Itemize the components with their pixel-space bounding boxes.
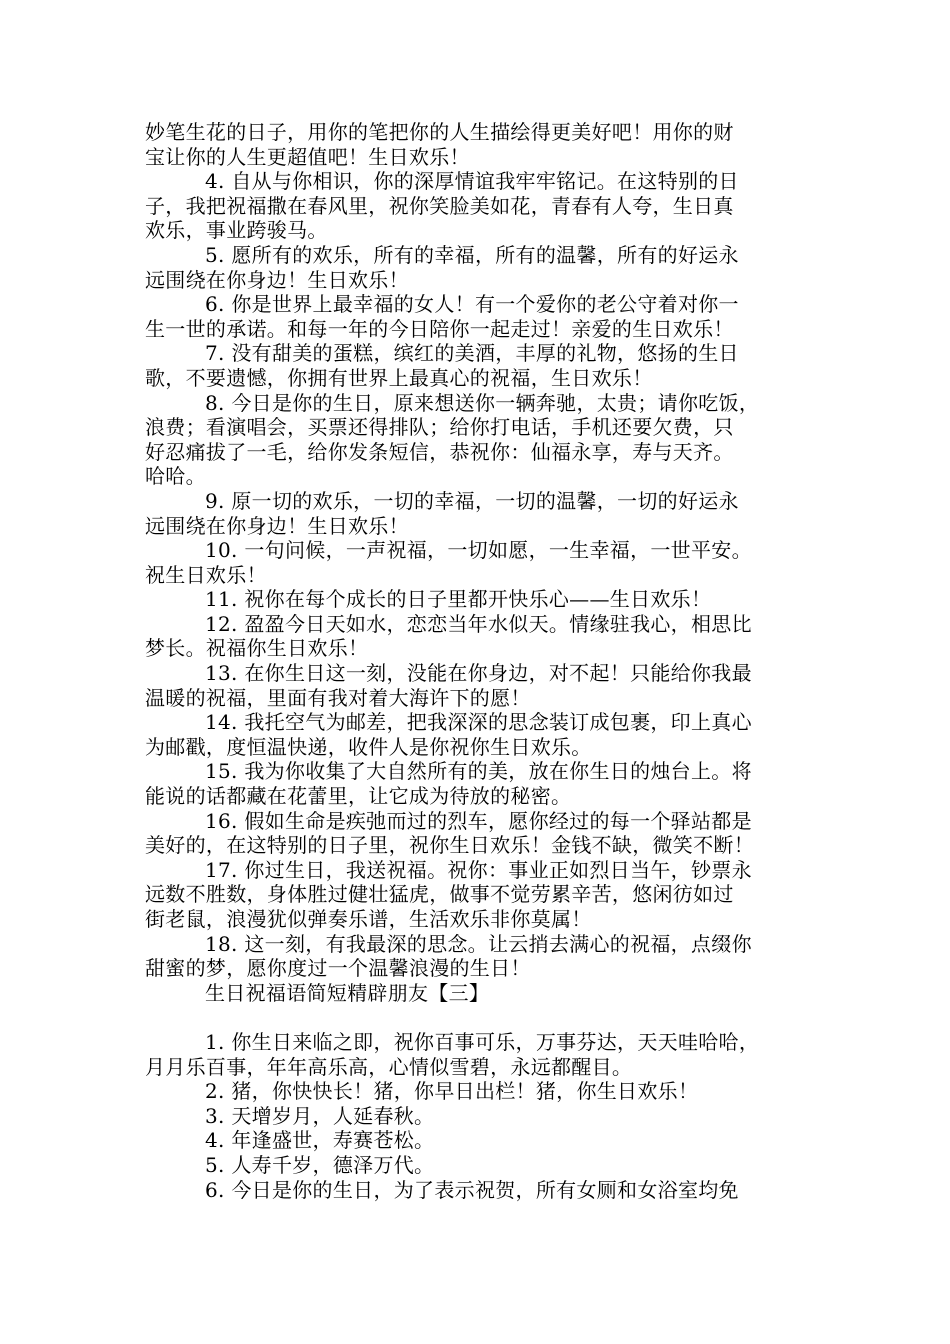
text-line: 浪费；看演唱会，买票还得排队；给你打电话，手机还要欠费，只 <box>145 415 734 440</box>
text-line: 远数不胜数，身体胜过健壮猛虎，做事不觉劳累辛苦，悠闲彷如过 <box>145 882 734 907</box>
list-item-6: 6. 你是世界上最幸福的女人！有一个爱你的老公守着对你一 <box>205 292 739 317</box>
list-item-14: 14. 我托空气为邮差，把我深深的思念装订成包裹，印上真心 <box>205 710 752 735</box>
text-line: 梦长。祝福你生日欢乐！ <box>145 636 369 661</box>
list-item-5b: 5. 人寿千岁，德泽万代。 <box>205 1152 435 1177</box>
list-item-4b: 4. 年逢盛世，寿赛苍松。 <box>205 1128 435 1153</box>
list-item-11: 11. 祝你在每个成长的日子里都开快乐心——生日欢乐！ <box>205 587 712 612</box>
list-item-12: 12. 盈盈今日天如水，恋恋当年水似天。情缘驻我心，相思比 <box>205 611 752 636</box>
document-body <box>145 120 810 1202</box>
text-line: 祝生日欢乐！ <box>145 562 267 587</box>
text-line: 远围绕在你身边！生日欢乐！ <box>145 267 409 292</box>
blank-line <box>145 1005 810 1030</box>
text-line: 远围绕在你身边！生日欢乐！ <box>145 513 409 538</box>
list-item-9: 9. 原一切的欢乐，一切的幸福，一切的温馨，一切的好运永 <box>205 488 739 513</box>
text-line: 哈哈。 <box>145 464 206 489</box>
text-line: 为邮戳，度恒温快递，收件人是你祝你生日欢乐。 <box>145 734 592 759</box>
list-item-3: 3. 天增岁月，人延春秋。 <box>205 1103 435 1128</box>
text-line: 歌，不要遗憾，你拥有世界上最真心的祝福，生日欢乐！ <box>145 365 653 390</box>
list-item-10: 10. 一句问候，一声祝福，一切如愿，一生幸福，一世平安。 <box>205 538 752 563</box>
list-item-6b: 6. 今日是你的生日，为了表示祝贺，所有女厕和女浴室均免 <box>205 1177 739 1202</box>
text-line: 月月乐百事，年年高乐高，心情似雪碧，永远都醒目。 <box>145 1054 633 1079</box>
list-item-2: 2. 猪，你快快长！猪，你早日出栏！猪，你生日欢乐！ <box>205 1079 699 1104</box>
text-line: 欢乐，事业跨骏马。 <box>145 218 328 243</box>
text-line: 街老鼠，浪漫犹似弹奏乐谱，生活欢乐非你莫属！ <box>145 907 592 931</box>
text-line: 好忍痛拔了一毛，给你发条短信，恭祝你：仙福永享，寿与天齐。 <box>145 439 734 464</box>
list-item-1: 1. 你生日来临之即，祝你百事可乐，万事芬达，天天哇哈哈， <box>205 1029 760 1054</box>
text-line: 温暖的祝福，里面有我对着大海许下的愿！ <box>145 685 531 710</box>
list-item-16: 16. 假如生命是疾弛而过的烈车，愿你经过的每一个驿站都是 <box>205 808 752 833</box>
text-line: 甜蜜的梦，愿你度过一个温馨浪漫的生日！ <box>145 956 531 981</box>
list-item-18: 18. 这一刻，有我最深的思念。让云捎去满心的祝福，点缀你 <box>205 931 752 956</box>
list-item-8: 8. 今日是你的生日，原来想送你一辆奔驰，太贵；请你吃饭， <box>205 390 760 415</box>
list-item-5: 5. 愿所有的欢乐，所有的幸福，所有的温馨，所有的好运永 <box>205 242 739 267</box>
list-item-7: 7. 没有甜美的蛋糕，缤红的美酒，丰厚的礼物，悠扬的生日 <box>205 341 739 366</box>
section-heading: 生日祝福语简短精辟朋友【三】 <box>205 980 490 1005</box>
text-line: 子，我把祝福撒在春风里，祝你笑脸美如花，青春有人夸，生日真 <box>145 193 734 218</box>
text-line: 宝让你的人生更超值吧！生日欢乐！ <box>145 144 470 169</box>
text-line: 妙笔生花的日子，用你的笔把你的人生描绘得更美好吧！用你的财 <box>145 120 734 144</box>
list-item-17: 17. 你过生日，我送祝福。祝你：事业正如烈日当午，钞票永 <box>205 857 752 882</box>
text-line: 能说的话都藏在花蕾里，让它成为待放的秘密。 <box>145 784 572 809</box>
list-item-15: 15. 我为你收集了大自然所有的美，放在你生日的烛台上。将 <box>205 759 752 784</box>
text-line: 美好的，在这特别的日子里，祝你生日欢乐！金钱不缺，微笑不断！ <box>145 833 754 858</box>
list-item-13: 13. 在你生日这一刻，没能在你身边，对不起！只能给你我最 <box>205 661 752 686</box>
list-item-4: 4. 自从与你相识，你的深厚情谊我牢牢铭记。在这特别的日 <box>205 169 739 194</box>
text-line: 生一世的承诺。和每一年的今日陪你一起走过！亲爱的生日欢乐！ <box>145 316 734 341</box>
